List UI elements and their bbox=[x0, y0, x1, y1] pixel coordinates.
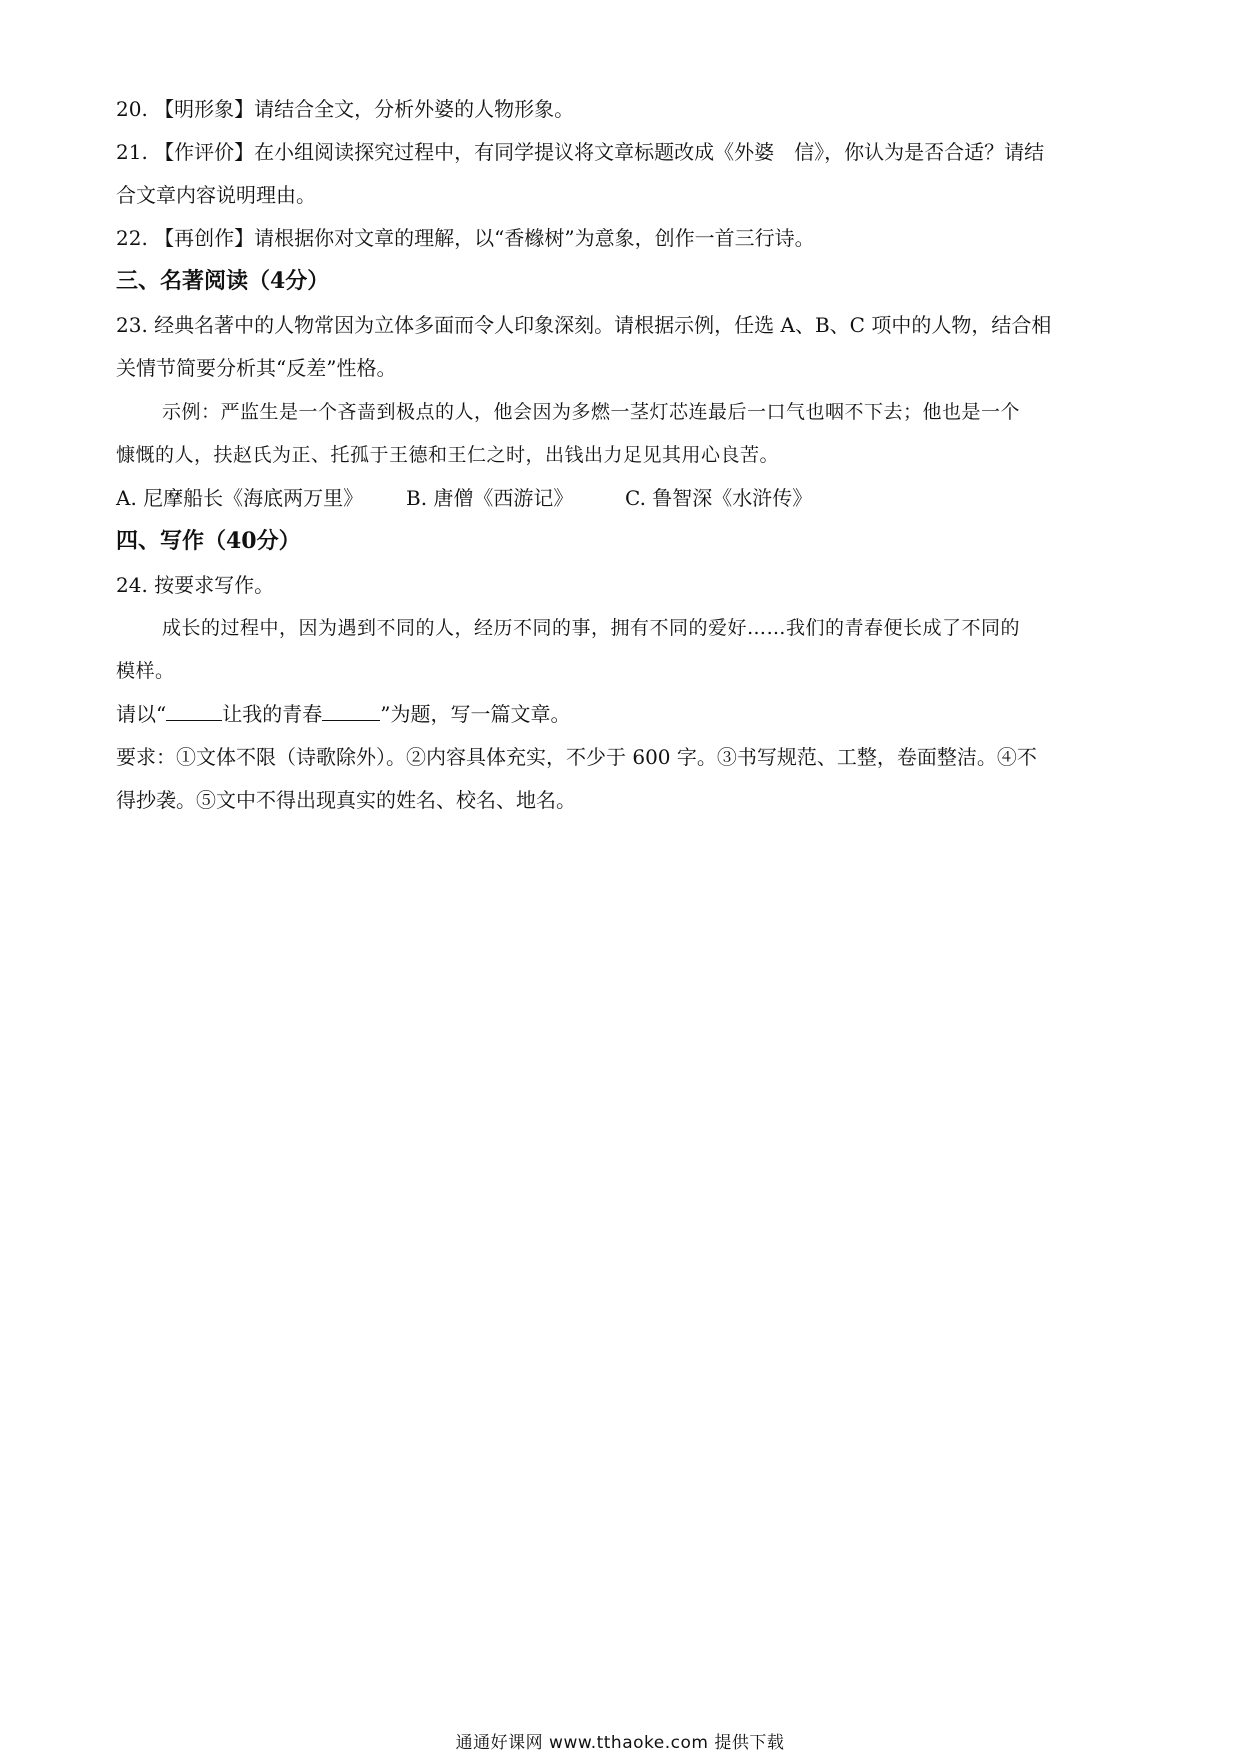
footer-source: 通通好课网 www.tthaoke.com 提供下载 bbox=[455, 1733, 785, 1753]
question-23-line-1: 23. 经典名著中的人物常因为立体多面而令人印象深刻。请根据示例，任选 A、B、C 项中的人物，结合相 bbox=[116, 313, 1052, 337]
options-row bbox=[116, 484, 812, 512]
option-b: B. 唐僧《西游记》 bbox=[406, 486, 574, 510]
question-22: 22. 【再创作】请根据你对文章的理解，以“香橼树”为意象，创作一首三行诗。 bbox=[116, 226, 815, 250]
example-line-2: 慷慨的人，扶赵氏为正、托孤于王德和王仁之时，出钱出力足见其用心良苦。 bbox=[116, 444, 780, 466]
title-prefix: 请以“ bbox=[116, 702, 167, 726]
section-4-heading: 四、写作（40分） bbox=[116, 528, 301, 554]
example-line-1: 示例：严监生是一个吝啬到极点的人，他会因为多燃一茎灯芯连最后一口气也咽不下去；他也是一个 bbox=[162, 401, 1021, 423]
title-suffix: ”为题，写一篇文章。 bbox=[380, 702, 571, 726]
title-middle: 让我的青春 bbox=[222, 702, 323, 726]
section-3-heading: 三、名著阅读（4分） bbox=[116, 268, 330, 294]
title-blank-1 bbox=[166, 700, 222, 721]
writing-prompt-line-2: 模样。 bbox=[116, 660, 175, 682]
essay-title-instruction bbox=[116, 700, 570, 728]
option-a: A. 尼摩船长《海底两万里》 bbox=[116, 486, 364, 510]
requirements-line-2: 得抄袭。⑤文中不得出现真实的姓名、校名、地名。 bbox=[116, 788, 576, 812]
requirements-line-1: 要求：①文体不限（诗歌除外）。②内容具体充实，不少于 600 字。③书写规范、工整，卷面整洁。④不 bbox=[116, 745, 1037, 769]
question-23-line-2: 关情节简要分析其“反差”性格。 bbox=[116, 356, 397, 380]
question-21-line-2: 合文章内容说明理由。 bbox=[116, 183, 316, 207]
question-21-line-1: 21. 【作评价】在小组阅读探究过程中，有同学提议将文章标题改成《外婆 信》，你认为是否合适？请结 bbox=[116, 140, 1045, 164]
question-24: 24. 按要求写作。 bbox=[116, 573, 275, 597]
title-blank-2 bbox=[322, 700, 380, 721]
option-c: C. 鲁智深《水浒传》 bbox=[625, 486, 813, 510]
question-20: 20. 【明形象】请结合全文，分析外婆的人物形象。 bbox=[116, 97, 575, 121]
writing-prompt-line-1: 成长的过程中，因为遇到不同的人，经历不同的事，拥有不同的爱好……我们的青春便长成了不同的 bbox=[162, 617, 1021, 639]
